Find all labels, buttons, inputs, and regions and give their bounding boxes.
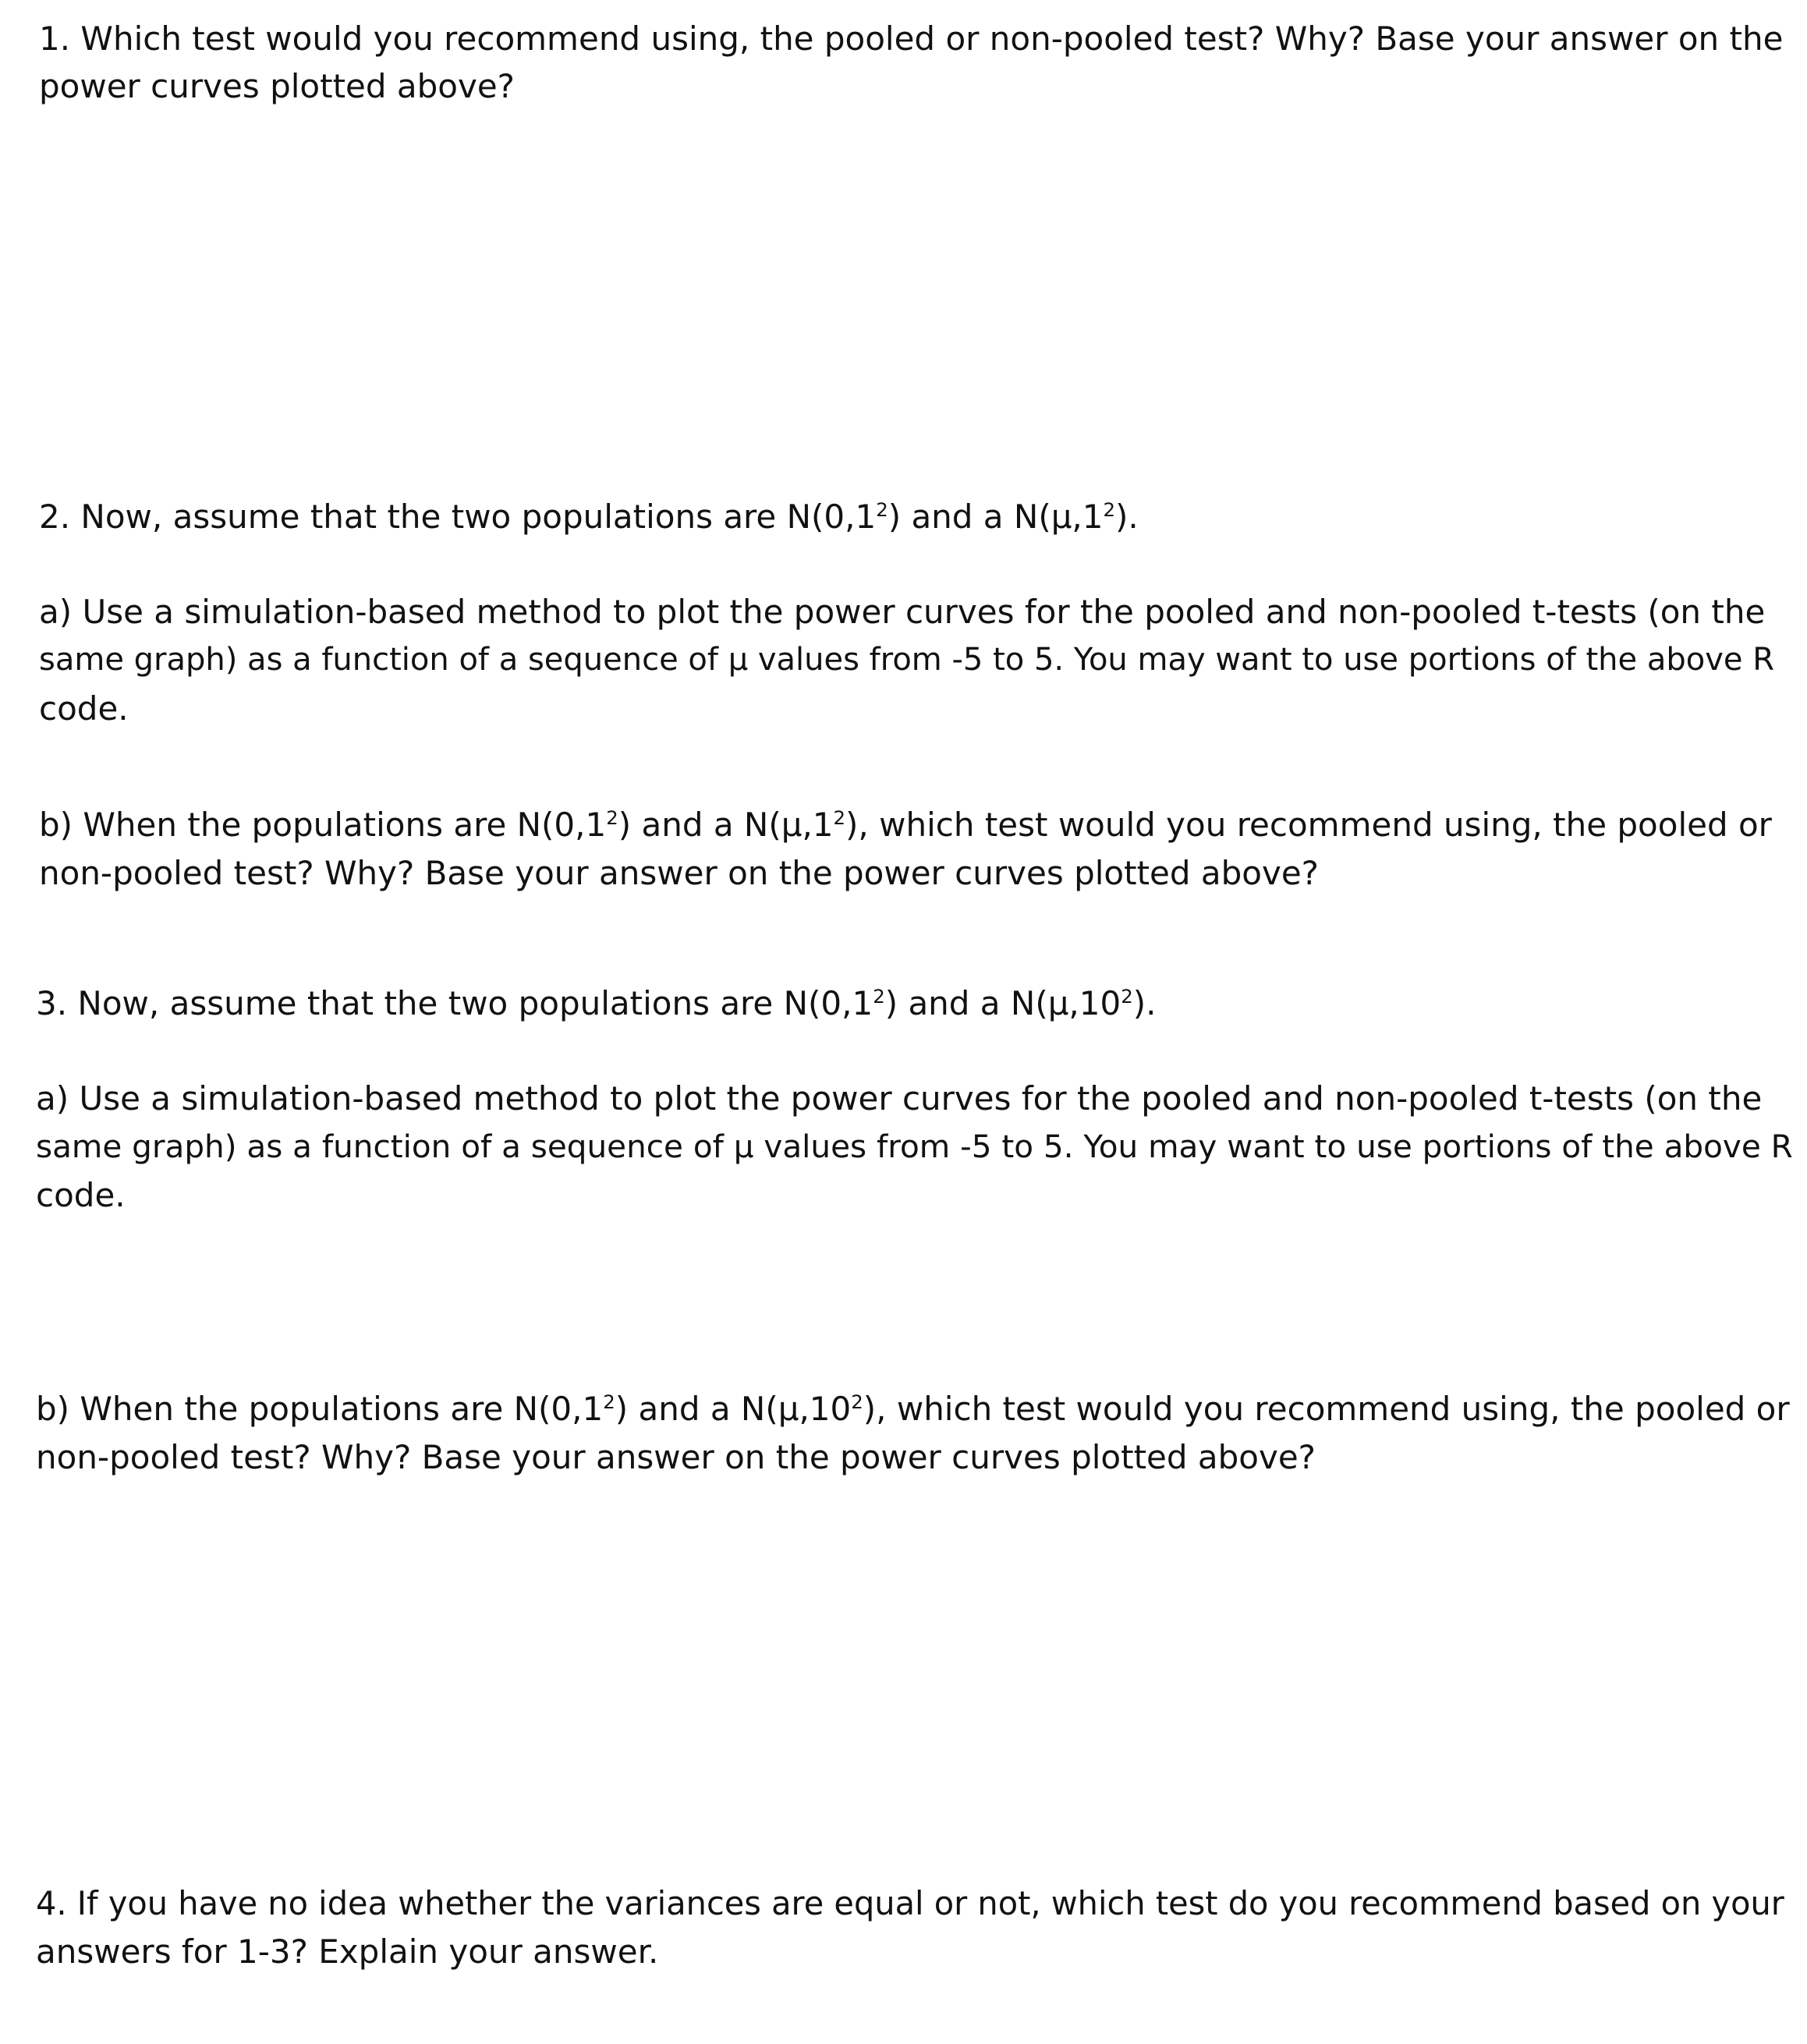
q2b-line-1: b) When the populations are $N(0,1^2)$ and a $N(\mu,1^2)$, which test would you recommend using, the pooled or [39,806,1772,844]
q2a-line-2: same graph) as a function of a sequence of μ values from -5 to 5. You may want to use portions of the above R [39,642,1774,678]
q4-line-2: answers for 1-3? Explain your answer. [36,1932,659,1971]
q3b-line-2: non-pooled test? Why? Base your answer on the power curves plotted above? [36,1438,1316,1476]
q3a-line-3: code. [36,1176,126,1214]
q2a-line-1: a) Use a simulation-based method to plot the power curves for the pooled and non-pooled t-tests (on the [39,593,1766,631]
q3b-line-1: b) When the populations are $N(0,1^2)$ and a $N(\mu,10^2)$, which test would you recommend using, the pooled or [36,1390,1790,1428]
q2b-line-2: non-pooled test? Why? Base your answer on the power curves plotted above? [39,854,1319,892]
q3a-line-2: same graph) as a function of a sequence of μ values from -5 to 5. You may want to use portions of the above R [36,1128,1793,1165]
q3-intro: 3. Now, assume that the two populations are $N(0,1^2)$ and a $N(\mu,10^2)$. [36,984,1157,1022]
q2-intro: 2. Now, assume that the two populations are $N(0,1^2)$ and a $N(\mu,1^2)$. [39,498,1139,536]
q3a-line-1: a) Use a simulation-based method to plot the power curves for the pooled and non-pooled t-tests (on the [36,1079,1763,1118]
q2a-line-3: code. [39,689,129,728]
q1-line-1: 1. Which test would you recommend using, the pooled or non-pooled test? Why? Base your answer on the [39,19,1784,58]
q4-line-1: 4. If you have no idea whether the variances are equal or not, which test do you recommend based on your [36,1884,1784,1922]
q1-line-2: power curves plotted above? [39,67,515,105]
